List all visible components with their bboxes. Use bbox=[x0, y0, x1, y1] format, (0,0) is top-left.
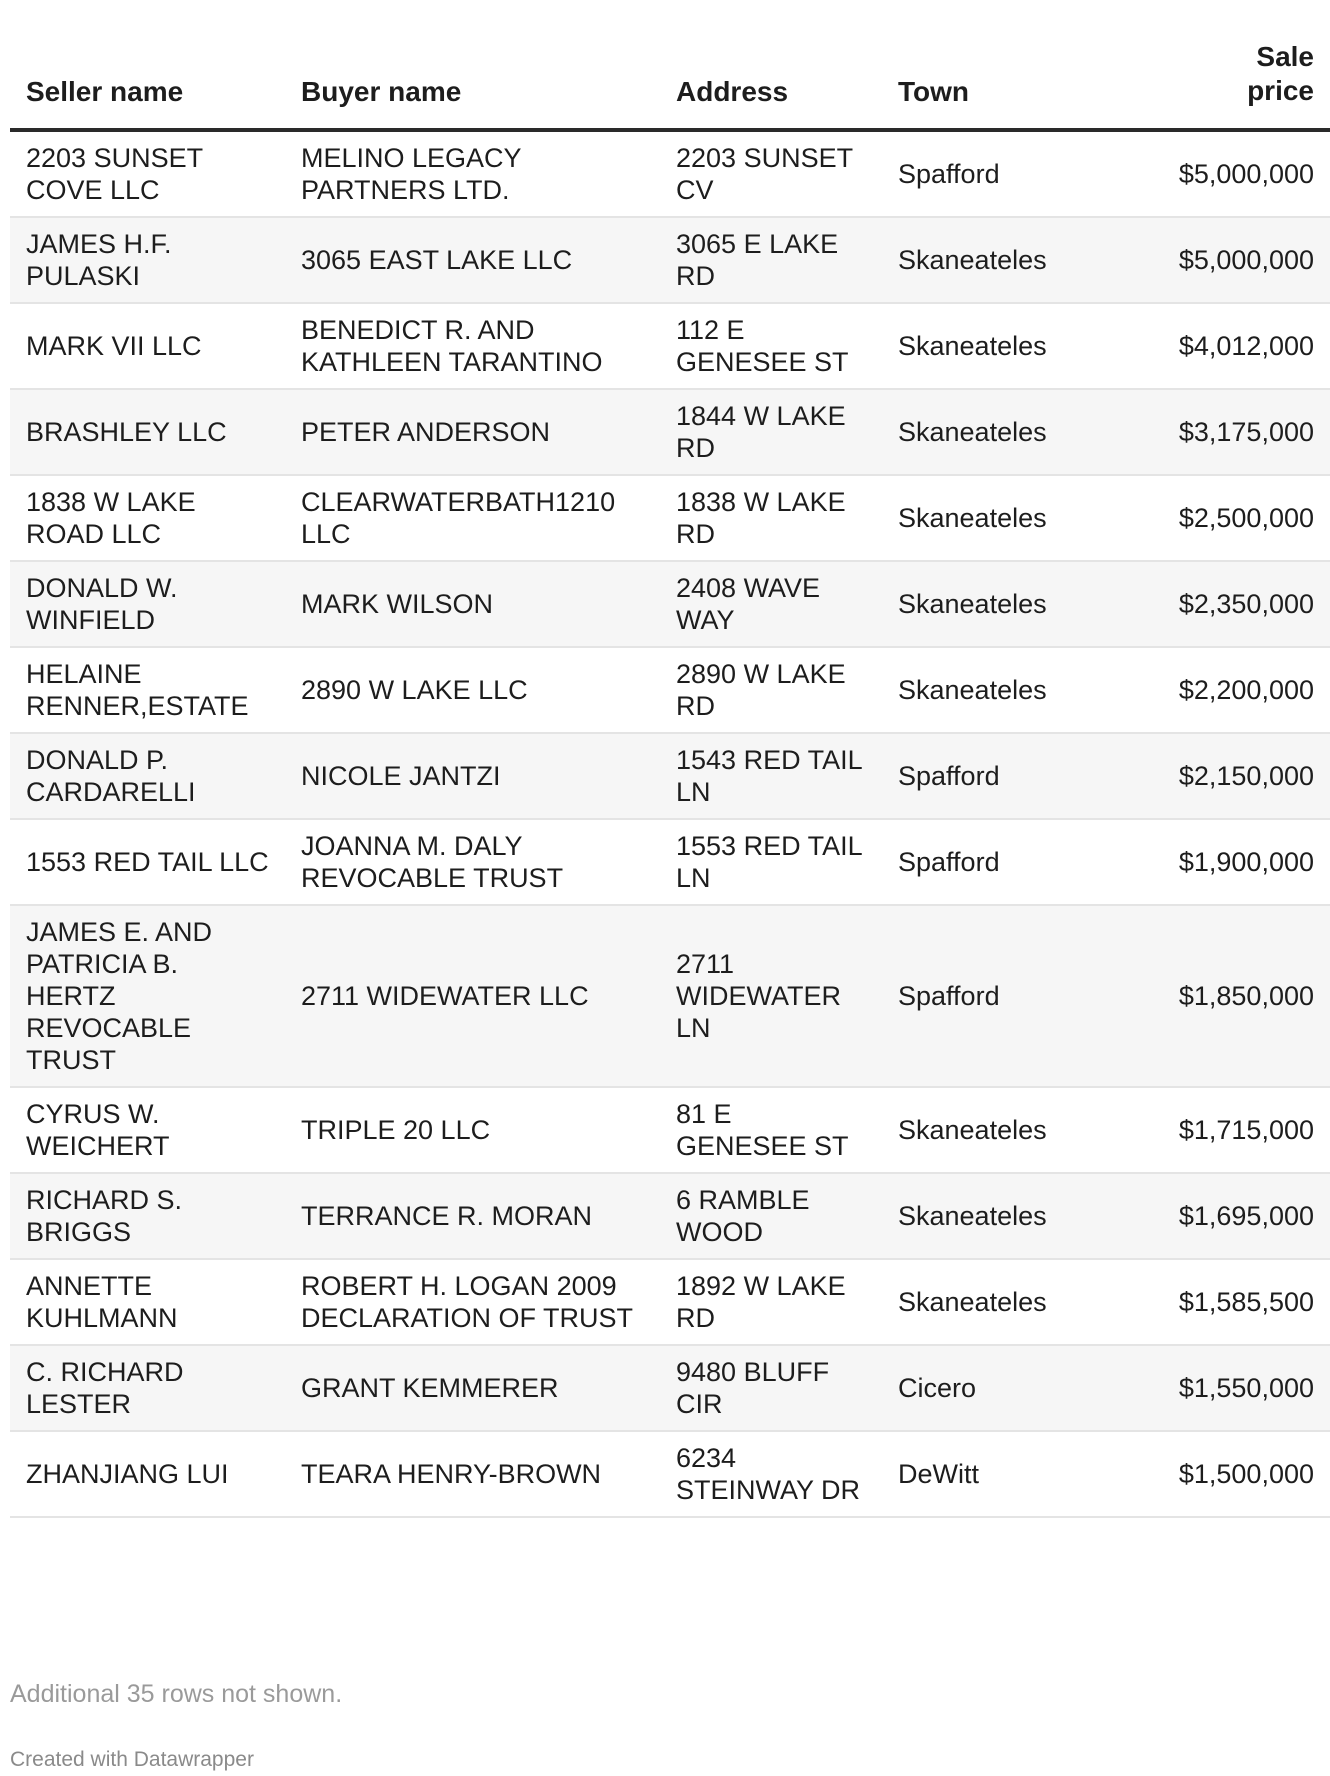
cell-price: $1,500,000 bbox=[1100, 1431, 1330, 1517]
cell-town: Skaneateles bbox=[882, 1087, 1100, 1173]
cell-price: $1,715,000 bbox=[1100, 1087, 1330, 1173]
cell-seller: BRASHLEY LLC bbox=[10, 389, 285, 475]
cell-address: 3065 E LAKE RD bbox=[660, 217, 882, 303]
cell-seller: JAMES E. AND PATRICIA B. HERTZ REVOCABLE TRUST bbox=[10, 905, 285, 1087]
cell-buyer: MARK WILSON bbox=[285, 561, 660, 647]
cell-price: $1,850,000 bbox=[1100, 905, 1330, 1087]
cell-price: $3,175,000 bbox=[1100, 389, 1330, 475]
cell-price: $2,150,000 bbox=[1100, 733, 1330, 819]
cell-price: $1,900,000 bbox=[1100, 819, 1330, 905]
cell-buyer: 2890 W LAKE LLC bbox=[285, 647, 660, 733]
cell-seller: CYRUS W. WEICHERT bbox=[10, 1087, 285, 1173]
cell-seller: MARK VII LLC bbox=[10, 303, 285, 389]
column-header-price[interactable] bbox=[1100, 40, 1330, 130]
cell-buyer: NICOLE JANTZI bbox=[285, 733, 660, 819]
table-row bbox=[10, 1173, 1330, 1259]
cell-seller: ANNETTE KUHLMANN bbox=[10, 1259, 285, 1345]
cell-seller: ZHANJIANG LUI bbox=[10, 1431, 285, 1517]
cell-price: $1,585,500 bbox=[1100, 1259, 1330, 1345]
cell-price: $1,550,000 bbox=[1100, 1345, 1330, 1431]
cell-seller: DONALD W. WINFIELD bbox=[10, 561, 285, 647]
cell-address: 1553 RED TAIL LN bbox=[660, 819, 882, 905]
table-row bbox=[10, 1345, 1330, 1431]
cell-price: $2,500,000 bbox=[1100, 475, 1330, 561]
cell-town: Skaneateles bbox=[882, 1259, 1100, 1345]
table-row bbox=[10, 1087, 1330, 1173]
table-body bbox=[10, 130, 1330, 1517]
column-header-price-line1: Sale bbox=[1256, 41, 1314, 72]
sales-table-container bbox=[10, 40, 1314, 1518]
column-header-buyer[interactable]: Buyer name bbox=[285, 40, 660, 130]
cell-address: 1892 W LAKE RD bbox=[660, 1259, 882, 1345]
cell-address: 81 E GENESEE ST bbox=[660, 1087, 882, 1173]
cell-address: 1838 W LAKE RD bbox=[660, 475, 882, 561]
column-header-seller[interactable]: Seller name bbox=[10, 40, 285, 130]
cell-price: $5,000,000 bbox=[1100, 130, 1330, 217]
cell-town: Cicero bbox=[882, 1345, 1100, 1431]
cell-buyer: TRIPLE 20 LLC bbox=[285, 1087, 660, 1173]
cell-address: 1543 RED TAIL LN bbox=[660, 733, 882, 819]
cell-buyer: BENEDICT R. AND KATHLEEN TARANTINO bbox=[285, 303, 660, 389]
cell-seller: 2203 SUNSET COVE LLC bbox=[10, 130, 285, 217]
cell-seller: HELAINE RENNER,ESTATE bbox=[10, 647, 285, 733]
cell-price: $2,350,000 bbox=[1100, 561, 1330, 647]
cell-buyer: MELINO LEGACY PARTNERS LTD. bbox=[285, 130, 660, 217]
cell-buyer: TEARA HENRY-BROWN bbox=[285, 1431, 660, 1517]
cell-address: 2890 W LAKE RD bbox=[660, 647, 882, 733]
cell-address: 6234 STEINWAY DR bbox=[660, 1431, 882, 1517]
table-row bbox=[10, 561, 1330, 647]
table-row bbox=[10, 217, 1330, 303]
table-row bbox=[10, 905, 1330, 1087]
cell-address: 2203 SUNSET CV bbox=[660, 130, 882, 217]
cell-town: Skaneateles bbox=[882, 561, 1100, 647]
cell-town: Skaneateles bbox=[882, 1173, 1100, 1259]
cell-address: 6 RAMBLE WOOD bbox=[660, 1173, 882, 1259]
cell-town: Skaneateles bbox=[882, 217, 1100, 303]
cell-buyer: TERRANCE R. MORAN bbox=[285, 1173, 660, 1259]
table-row bbox=[10, 733, 1330, 819]
cell-town: Skaneateles bbox=[882, 303, 1100, 389]
cell-buyer: PETER ANDERSON bbox=[285, 389, 660, 475]
cell-buyer: ROBERT H. LOGAN 2009 DECLARATION OF TRUST bbox=[285, 1259, 660, 1345]
cell-seller: JAMES H.F. PULASKI bbox=[10, 217, 285, 303]
cell-buyer: 2711 WIDEWATER LLC bbox=[285, 905, 660, 1087]
cell-town: Spafford bbox=[882, 819, 1100, 905]
cell-town: Spafford bbox=[882, 130, 1100, 217]
cell-town: DeWitt bbox=[882, 1431, 1100, 1517]
cell-address: 2711 WIDEWATER LN bbox=[660, 905, 882, 1087]
cell-seller: 1553 RED TAIL LLC bbox=[10, 819, 285, 905]
cell-price: $5,000,000 bbox=[1100, 217, 1330, 303]
cell-price: $1,695,000 bbox=[1100, 1173, 1330, 1259]
cell-town: Spafford bbox=[882, 733, 1100, 819]
column-header-address[interactable]: Address bbox=[660, 40, 882, 130]
column-header-price-line2: price bbox=[1247, 75, 1314, 106]
table-row bbox=[10, 647, 1330, 733]
table-row bbox=[10, 303, 1330, 389]
cell-address: 9480 BLUFF CIR bbox=[660, 1345, 882, 1431]
cell-seller: 1838 W LAKE ROAD LLC bbox=[10, 475, 285, 561]
cell-address: 112 E GENESEE ST bbox=[660, 303, 882, 389]
rows-not-shown-note: Additional 35 rows not shown. bbox=[10, 1680, 343, 1708]
header-row bbox=[10, 40, 1330, 130]
cell-buyer: CLEARWATERBATH1210 LLC bbox=[285, 475, 660, 561]
cell-town: Skaneateles bbox=[882, 475, 1100, 561]
column-header-town[interactable]: Town bbox=[882, 40, 1100, 130]
cell-buyer: 3065 EAST LAKE LLC bbox=[285, 217, 660, 303]
table-row bbox=[10, 130, 1330, 217]
table-header bbox=[10, 40, 1330, 130]
cell-seller: RICHARD S. BRIGGS bbox=[10, 1173, 285, 1259]
table-row bbox=[10, 819, 1330, 905]
cell-town: Skaneateles bbox=[882, 647, 1100, 733]
cell-buyer: JOANNA M. DALY REVOCABLE TRUST bbox=[285, 819, 660, 905]
cell-seller: C. RICHARD LESTER bbox=[10, 1345, 285, 1431]
table-row bbox=[10, 1431, 1330, 1517]
sales-table bbox=[10, 40, 1330, 1518]
cell-address: 2408 WAVE WAY bbox=[660, 561, 882, 647]
cell-town: Skaneateles bbox=[882, 389, 1100, 475]
cell-seller: DONALD P. CARDARELLI bbox=[10, 733, 285, 819]
datawrapper-credit: Created with Datawrapper bbox=[10, 1748, 254, 1771]
cell-price: $2,200,000 bbox=[1100, 647, 1330, 733]
table-row bbox=[10, 389, 1330, 475]
cell-address: 1844 W LAKE RD bbox=[660, 389, 882, 475]
table-row bbox=[10, 1259, 1330, 1345]
cell-price: $4,012,000 bbox=[1100, 303, 1330, 389]
table-row bbox=[10, 475, 1330, 561]
cell-town: Spafford bbox=[882, 905, 1100, 1087]
cell-buyer: GRANT KEMMERER bbox=[285, 1345, 660, 1431]
